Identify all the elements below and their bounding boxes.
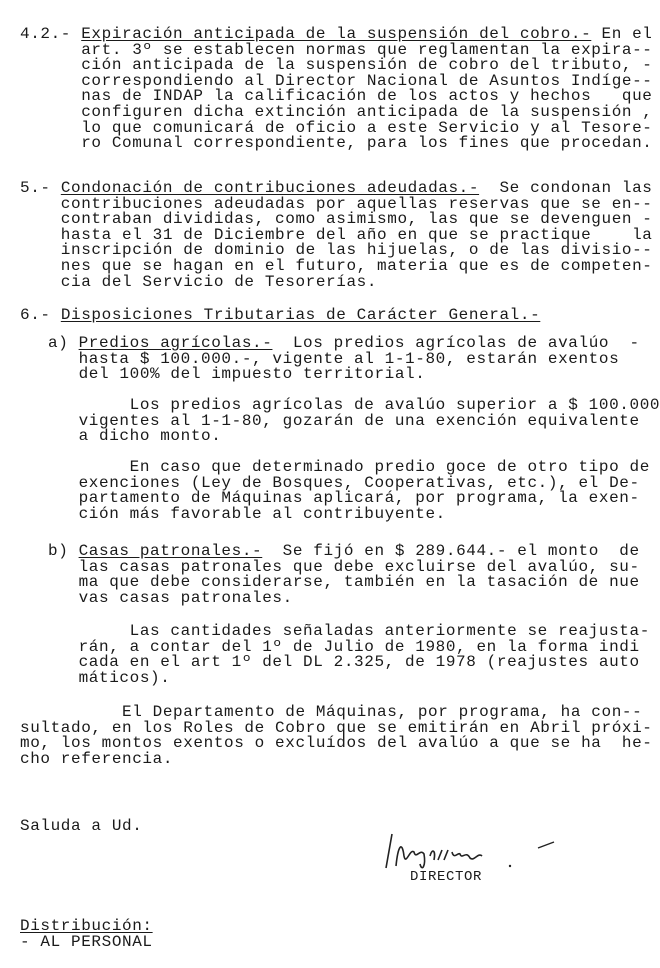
text-line: correspondiendo al Director Nacional de Asuntos Indíge-- bbox=[20, 71, 653, 90]
section-5 bbox=[20, 181, 653, 290]
section-6b-para1 bbox=[48, 624, 650, 686]
closing-paragraph bbox=[20, 705, 653, 767]
text-line: sultado, en los Roles de Cobro que se emitirán en Abril próxi- bbox=[20, 718, 653, 737]
text-line: art. 3º se establecen normas que reglamentan la expira-- bbox=[20, 40, 653, 59]
text-line: ro Comunal correspondiente, para los fines que procedan. bbox=[20, 134, 653, 153]
text-line: nas de INDAP la calificación de los actos y hechos que bbox=[20, 87, 653, 106]
section-6a bbox=[48, 336, 640, 383]
text-line: contribuciones adeudadas por aquellas reservas que se en-- bbox=[20, 194, 653, 213]
text-line: El Departamento de Máquinas, por programa, ha con-- bbox=[20, 703, 643, 721]
section-heading: Condonación de contribuciones adeudadas.- bbox=[60, 179, 480, 197]
section-4-2 bbox=[20, 27, 653, 152]
text-line: contraban divididas, como asimismo, las que se devenguen - bbox=[20, 210, 653, 229]
text-line: las casas patronales que debe excluirse del avalúo, su- bbox=[48, 557, 640, 576]
text-line: del 100% del impuesto territorial. bbox=[48, 365, 426, 384]
text-span: 5.- bbox=[20, 179, 61, 197]
text-line: mo, los montos exentos o excluídos del avalúo a que se ha he- bbox=[20, 734, 653, 753]
distribution bbox=[20, 919, 153, 950]
text-line: máticos). bbox=[48, 668, 171, 687]
section-heading: Disposiciones Tributarias de Carácter General.- bbox=[60, 306, 541, 324]
text-line: Saluda a Ud. bbox=[20, 817, 143, 835]
section-6-title bbox=[20, 308, 540, 324]
text-span: Se condonan las bbox=[479, 179, 653, 197]
section-heading: Predios agrícolas.- bbox=[78, 334, 273, 352]
text-line: nes que se hagan en el futuro, materia que es de competen- bbox=[20, 256, 653, 275]
text-span: 6.- bbox=[20, 306, 61, 324]
text-span: Se fijó en $ 289.644.- el monto de bbox=[262, 542, 640, 560]
section-6a-para2 bbox=[48, 460, 650, 522]
text-line: cho referencia. bbox=[20, 749, 174, 768]
text-line: lo que comunicará de oficio a este Servicio y al Tesore- bbox=[20, 118, 653, 137]
text-line: Los predios agrícolas de avalúo superior a $ 100.000 bbox=[48, 396, 660, 414]
section-heading: Expiración anticipada de la suspensión del cobro.- bbox=[81, 25, 592, 43]
text-line: partamento de Máquinas aplicará, por programa, la exen- bbox=[48, 489, 640, 508]
text-line: configuren dicha extinción anticipada de la suspensión , bbox=[20, 102, 653, 121]
text-span: En el bbox=[591, 25, 653, 43]
signature-role: DIRECTOR bbox=[410, 869, 483, 885]
text-line: hasta $ 100.000.-, vigente al 1-1-80, estarán exentos bbox=[48, 349, 620, 368]
text-line: rán, a contar del 1º de Julio de 1980, en la forma indi bbox=[48, 637, 640, 656]
text-span: 4.2.- bbox=[20, 25, 82, 43]
text-line: a dicho monto. bbox=[48, 427, 222, 446]
section-6a-para1 bbox=[48, 398, 660, 445]
text-line: exenciones (Ley de Bosques, Cooperativas, etc.), el De- bbox=[48, 473, 640, 492]
text-line: ción más favorable al contribuyente. bbox=[48, 504, 446, 523]
text-span: a) bbox=[48, 334, 79, 352]
section-heading: Casas patronales.- bbox=[78, 542, 263, 560]
text-line: ción anticipada de la suspensión de cobro del tributo, - bbox=[20, 56, 653, 75]
text-line: inscripción de dominio de las hijuelas, o de las divisio-- bbox=[20, 241, 653, 260]
section-6b bbox=[48, 544, 640, 606]
text-line: En caso que determinado predio goce de otro tipo de bbox=[48, 458, 650, 476]
text-span: Los predios agrícolas de avalúo - bbox=[272, 334, 640, 352]
text-line bbox=[20, 308, 540, 324]
text-line: vas casas patronales. bbox=[48, 588, 293, 607]
text-line: hasta el 31 de Diciembre del año en que se practique la bbox=[20, 225, 653, 244]
salutation bbox=[20, 819, 142, 835]
text-line: ma que debe considerarse, también en la tasación de nue bbox=[48, 573, 640, 592]
text-span: b) bbox=[48, 542, 79, 560]
text-line: vigentes al 1-1-80, gozarán de una exención equivalente bbox=[48, 411, 640, 430]
section-heading: Distribución: bbox=[20, 917, 153, 935]
text-line: Las cantidades señaladas anteriormente se reajusta- bbox=[48, 622, 650, 640]
text-line: cia del Servicio de Tesorerías. bbox=[20, 272, 378, 291]
text-line: - AL PERSONAL bbox=[20, 932, 153, 951]
text-line: cada en el art 1º del DL 2.325, de 1978 (reajustes auto bbox=[48, 653, 640, 672]
